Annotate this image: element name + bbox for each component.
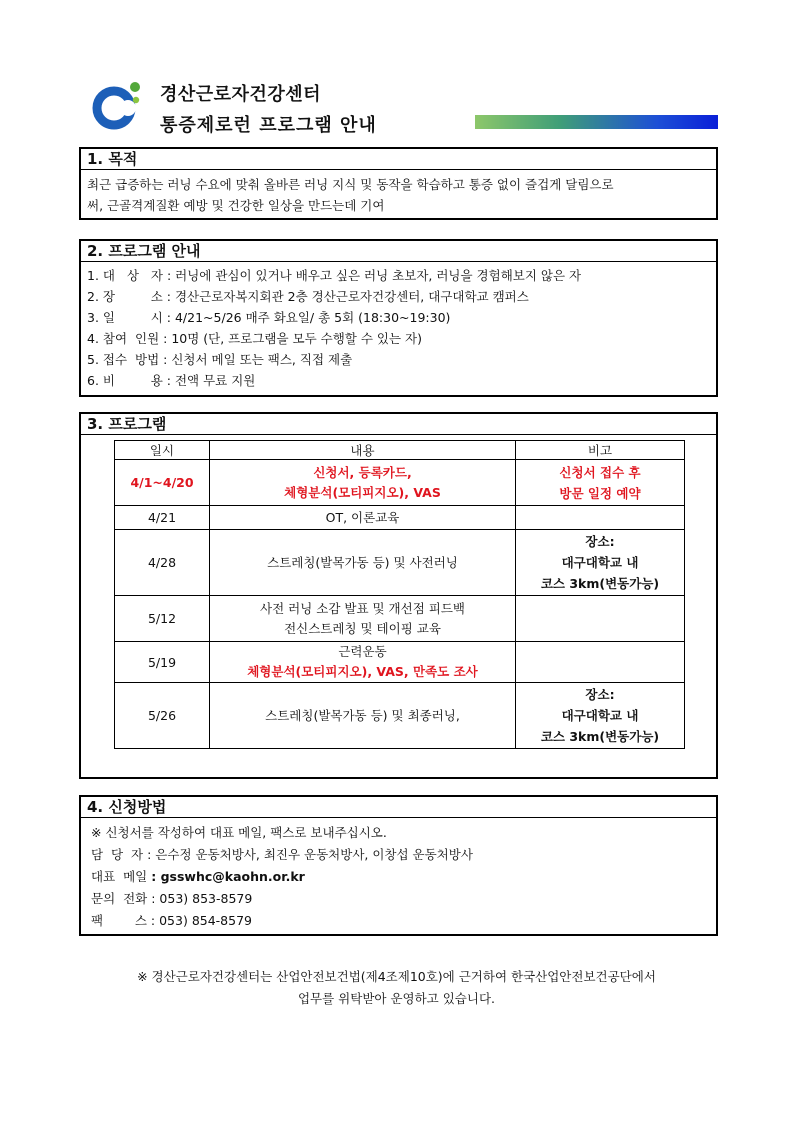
info-item [87, 307, 710, 328]
info-item [87, 286, 710, 307]
column-header-note: 비고 [516, 441, 685, 460]
info-item-value: : 4/21~5/26 매주 화요일/ 총 5회 (18:30~19:30) [166, 310, 451, 325]
info-item-value: : 경산근로자복지회관 2층 경산근로자건강센터, 대구대학교 캠퍼스 [166, 289, 529, 304]
document-header [90, 78, 720, 138]
row-content [210, 596, 516, 642]
application-notice: ※ 신청서를 작성하여 대표 메일, 팩스로 보내주십시오. [91, 825, 387, 840]
info-item-label: 6. 비 용 [87, 373, 163, 388]
info-item-value: : 신청서 메일 또는 팩스, 직접 제출 [163, 352, 353, 367]
row-note [516, 683, 685, 749]
info-item-label: 2. 장 소 [87, 289, 163, 304]
row-content [210, 642, 516, 683]
table-row [115, 596, 685, 642]
section-application [79, 795, 718, 936]
schedule-table [114, 440, 685, 749]
row-date: 5/19 [115, 642, 210, 683]
row-note-line: 코스 3km(변동가능) [540, 729, 660, 744]
contact-item [91, 888, 710, 910]
info-item [87, 370, 710, 391]
info-item [87, 265, 710, 286]
table-row [115, 683, 685, 749]
row-note [516, 530, 685, 596]
table-row [115, 642, 685, 683]
row-content [210, 530, 516, 596]
row-content-line: 전신스트레칭 및 테이핑 교육 [284, 620, 441, 636]
row-content-line: OT, 이론교육 [325, 509, 400, 525]
section-program-info [79, 239, 718, 397]
row-note [516, 460, 685, 506]
row-content-line: 사전 러닝 소감 발표 및 개선점 피드백 [260, 600, 465, 616]
contact-item [91, 910, 710, 932]
contact-item [91, 866, 710, 888]
table-header-row [115, 441, 685, 460]
row-content-line: 스트레칭(발목가동 등) 및 최종러닝, [265, 707, 460, 723]
column-header-content: 내용 [210, 441, 516, 460]
info-item-label: 4. 참여 인원 [87, 331, 160, 346]
section-title: 1. 목적 [81, 149, 716, 170]
row-date: 5/12 [115, 596, 210, 642]
header-gradient-bar [475, 115, 718, 129]
row-note [516, 506, 685, 530]
section-title: 2. 프로그램 안내 [81, 241, 716, 262]
org-name: 경산근로자건강센터 [160, 84, 321, 105]
doc-title: 통증제로런 프로그램 안내 [160, 115, 377, 136]
row-date: 4/28 [115, 530, 210, 596]
info-item-label: 1. 대 상 자 [87, 268, 163, 283]
section-title: 4. 신청방법 [81, 797, 716, 818]
row-note-line: 코스 3km(변동가능) [540, 576, 660, 591]
center-logo-icon [90, 78, 152, 140]
info-item-label: 5. 접수 방법 [87, 352, 160, 367]
row-content-line: 근력운동 [338, 644, 387, 659]
row-note-line: 방문 일정 예약 [559, 485, 641, 501]
row-content-line: 체형분석(모티피지오), VAS, 만족도 조사 [247, 664, 478, 679]
info-item-value: : 10명 (단, 프로그램을 모두 수행할 수 있는 자) [163, 331, 422, 346]
purpose-line: 써, 근골격계질환 예방 및 건강한 일상을 만드는데 기여 [87, 198, 385, 213]
contact-item-label: 대표 메일 [91, 869, 148, 884]
contact-item-value: : 053) 854-8579 [150, 913, 252, 928]
row-content-line: 신청서, 등록카드, [313, 464, 412, 480]
contact-item-label: 담 당 자 [91, 847, 144, 862]
row-note-line: 장소: [585, 687, 615, 702]
row-content [210, 506, 516, 530]
row-date: 4/21 [115, 506, 210, 530]
row-content-line: 스트레칭(발목가동 등) 및 사전러닝 [267, 554, 458, 570]
table-row [115, 460, 685, 506]
footer-line: ※ 경산근로자건강센터는 산업안전보건법(제4조제10호)에 근거하여 한국산업안전보건공단에서 [137, 969, 656, 984]
purpose-line: 최근 급증하는 러닝 수요에 맞춰 올바른 러닝 지식 및 동작을 학습하고 통증 없이 즐겁게 달림으로 [87, 177, 614, 192]
contact-item [91, 844, 710, 866]
row-note-line: 신청서 접수 후 [559, 464, 641, 480]
contact-item-value: : 053) 853-8579 [151, 891, 253, 906]
table-row [115, 506, 685, 530]
row-content-line: 체형분석(모티피지오), VAS [284, 484, 441, 500]
row-note [516, 596, 685, 642]
info-item-label: 3. 일 시 [87, 310, 163, 325]
row-date: 4/1~4/20 [115, 460, 210, 506]
row-date: 5/26 [115, 683, 210, 749]
contact-item-label: 문의 전화 [91, 891, 148, 906]
contact-item-value: : 은수정 운동처방사, 최진우 운동처방사, 이창섭 운동처방사 [147, 847, 473, 862]
contact-item-value: : gsswhc@kaohn.or.kr [151, 869, 305, 884]
info-item [87, 349, 710, 370]
info-item-value: : 러닝에 관심이 있거나 배우고 싶은 러닝 초보자, 러닝을 경험해보지 않은 자 [166, 268, 582, 283]
row-note-line: 대구대학교 내 [561, 708, 639, 723]
footer-line: 업무를 위탁받아 운영하고 있습니다. [297, 991, 496, 1006]
row-content [210, 683, 516, 749]
section-purpose [79, 147, 718, 220]
table-row [115, 530, 685, 596]
contact-item-label: 팩 스 [91, 913, 147, 928]
row-note-line: 대구대학교 내 [561, 555, 639, 570]
row-content [210, 460, 516, 506]
info-item-value: : 전액 무료 지원 [166, 373, 256, 388]
footer-notice [0, 966, 793, 1010]
info-item [87, 328, 710, 349]
row-note [516, 642, 685, 683]
column-header-date: 일시 [115, 441, 210, 460]
section-title: 3. 프로그램 [81, 414, 716, 435]
section-program-schedule [79, 412, 718, 779]
row-note-line: 장소: [585, 534, 615, 549]
